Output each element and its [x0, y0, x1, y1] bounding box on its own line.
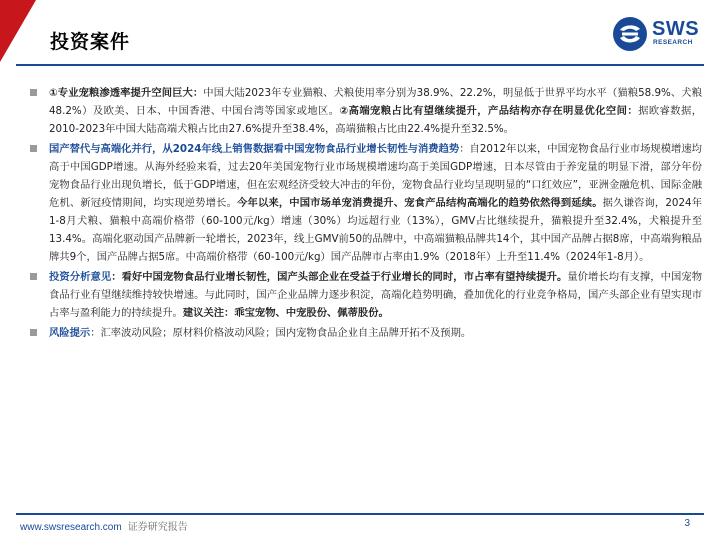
footer-report-type: 证券研究报告: [127, 522, 188, 533]
body-text: 中国大陆2023年专业猫粮、犬粮使用率分别为38.9%、22.2%，明显低于世界平均水平（猫粮58.9%、犬粮48.2%）及欧美、日本、中国香港、中国台湾等国家或地区。: [49, 87, 702, 117]
emphasis-text: 建议关注：乖宝宠物、中宠股份、佩蒂股份。: [182, 307, 389, 319]
square-bullet-icon: [30, 273, 37, 280]
body-paragraph: [30, 324, 702, 342]
emphasis-text: 投资分析意见: [49, 271, 112, 283]
body-text: 据久谦咨询，2024年1-8月犬粮、猫粮中高端价格带（60-100元/kg）增速（30%）均远超行业（13%），GMV占比继续提升，猫粮提升至32.4%，犬粮提升至13.4%。高端化驱动国产品牌新一轮增长，2023年，线上GMV前50的品牌中，中高端猫粮品牌共14个，其中国产品牌占据8席，中高端狗粮品牌共9个，国产品牌占据5席。中高端价格带（60-100元/kg）国产品牌市占率由1.9%（2018年）上升至11.4%（2024年1-8月）。: [49, 197, 703, 263]
emphasis-text: ①专业宠粮渗透率提升空间巨大：: [49, 87, 204, 99]
square-bullet-icon: [30, 145, 37, 152]
footer-divider: [16, 513, 704, 515]
footer-url[interactable]: www.swsresearch.com: [20, 522, 122, 533]
logo-subtext: RESEARCH: [653, 39, 693, 46]
emphasis-text: 看好中国宠物食品行业增长韧性，国产头部企业在受益于行业增长的同时，市占率有望持续提升。: [121, 271, 568, 283]
page-number: 3: [684, 518, 690, 529]
body-paragraph: [30, 268, 702, 322]
sws-logo-icon: [612, 16, 648, 52]
emphasis-text: 今年以来，中国市场单宠消费提升、宠食产品结构高端化的趋势依然得到延续。: [237, 197, 603, 209]
body-text: 据欧睿数据，2010-2023年中国大陆高端犬粮占比由27.6%提升至38.4%，高端猫粮占比由22.4%提升至32.5%。: [49, 105, 703, 135]
square-bullet-icon: [30, 89, 37, 96]
emphasis-text: 风险提示: [49, 327, 91, 339]
emphasis-text: 国产替代与高端化并行，从2024年线上销售数据看中国宠物食品行业增长韧性与消费趋势: [49, 143, 460, 155]
emphasis-text: ：: [111, 271, 122, 283]
footer-source: [20, 518, 188, 533]
body-text: ：汇率波动风险；原材料价格波动风险；国内宠物食品企业自主品牌开拓不及预期。: [90, 327, 472, 339]
body-text: ：自2012年以来，中国宠物食品行业市场规模增速均高于中国GDP增速。从海外经验来看，过去20年美国宠物行业市场规模增速均高于美国GDP增速，日本尽管由于养宠量的明显下滑，部分年份宠物食品行业出现负增长，低于GDP增速，但在宏观经济受较大冲击的年份，宠物食品行业均呈现明显的“口红效应”，亚洲金融危机、国际金融危机、新冠疫情期间，均实现逆势增长。: [49, 143, 702, 209]
header-divider: [16, 64, 704, 66]
logo-wordmark: SWS: [652, 18, 700, 40]
body-paragraph: [30, 140, 702, 266]
body-text: 量价增长均有支撑，中国宠物食品行业有望继续维持较快增速。与此同时，国产企业品牌力逐步积淀，高端化趋势明确，叠加优化的行业竞争格局，国产头部企业有望实现市占率与盈利能力的持续提升。: [49, 271, 703, 319]
square-bullet-icon: [30, 329, 37, 336]
body-paragraph: [30, 84, 702, 138]
header-accent-corner: [0, 0, 36, 62]
report-body: [30, 84, 702, 344]
emphasis-text: ②高端宠粮占比有望继续提升，产品结构亦存在明显优化空间：: [339, 105, 639, 117]
sws-logo: [612, 16, 704, 52]
page-title: 投资案件: [50, 31, 131, 53]
